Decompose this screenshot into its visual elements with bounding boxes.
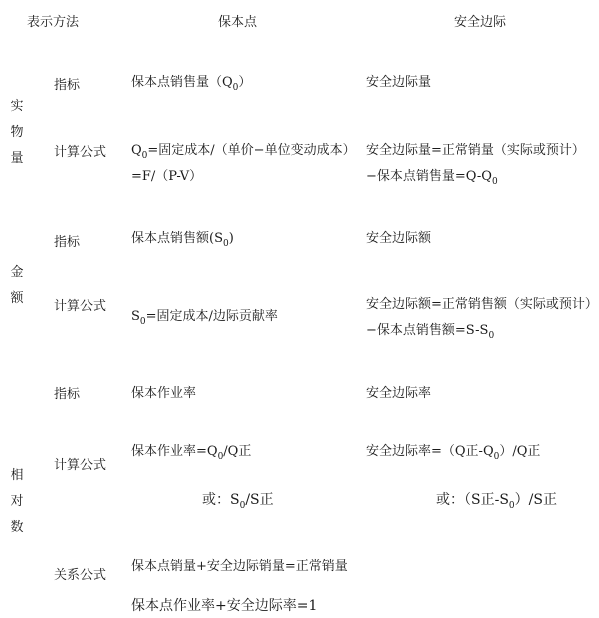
header-breakeven: 保本点: [218, 15, 258, 30]
header-safety-margin: 安全边际: [454, 15, 507, 30]
row-label-indicator: 指标: [54, 387, 81, 402]
row-label-formula: 计算公式: [54, 299, 107, 314]
amount-breakeven-indicator: 保本点销售额$(S_0)$: [131, 231, 234, 249]
physical-margin-formula: 安全边际量=正常销量（实际或预计）−保本点销售量$=Q-Q_0$: [366, 143, 585, 187]
relative-breakeven-indicator: 保本作业率: [131, 386, 197, 401]
header-method: 表示方法: [27, 15, 80, 30]
amount-margin-formula: 安全边际额=正常销售额（实际或预计）−保本点销售额$=S-S_0$: [366, 297, 592, 341]
physical-breakeven-indicator: 保本点销售量$(Q_0)$: [131, 75, 252, 93]
row-label-formula: 计算公式: [54, 145, 107, 160]
physical-margin-indicator: 安全边际量: [366, 75, 432, 90]
group-physical: 实物量: [10, 99, 24, 166]
relation-formula-2: 保本点作业率+安全边际率=1: [131, 598, 318, 614]
amount-margin-indicator: 安全边际额: [366, 231, 432, 246]
relative-margin-formula: 安全边际率=（Q正$-Q_0)/Q$正: [366, 444, 541, 462]
amount-breakeven-formula: $S_0=$固定成本/边际贡献率: [131, 309, 278, 327]
relative-breakeven-formula: 保本作业率$=Q_0/Q$正: [131, 444, 252, 462]
relative-breakeven-alt-formula: 或：$S_0/S$正: [202, 492, 274, 511]
relative-margin-alt-formula: 或：（S正$-S_0)/S$正: [436, 492, 557, 511]
physical-breakeven-formula: $Q_0=$固定成本/（单价−单位变动成本）=F/（P-V）: [131, 143, 356, 184]
relation-formula-1: 保本点销量+安全边际销量=正常销量: [131, 559, 348, 574]
row-label-indicator: 指标: [54, 235, 81, 250]
group-amount: 金额: [10, 265, 24, 306]
row-label-indicator: 指标: [54, 78, 81, 93]
row-label-formula: 计算公式: [54, 458, 107, 473]
row-label-relation: 关系公式: [54, 568, 107, 583]
relative-margin-indicator: 安全边际率: [366, 386, 432, 401]
group-relative: 相对数: [10, 468, 24, 535]
